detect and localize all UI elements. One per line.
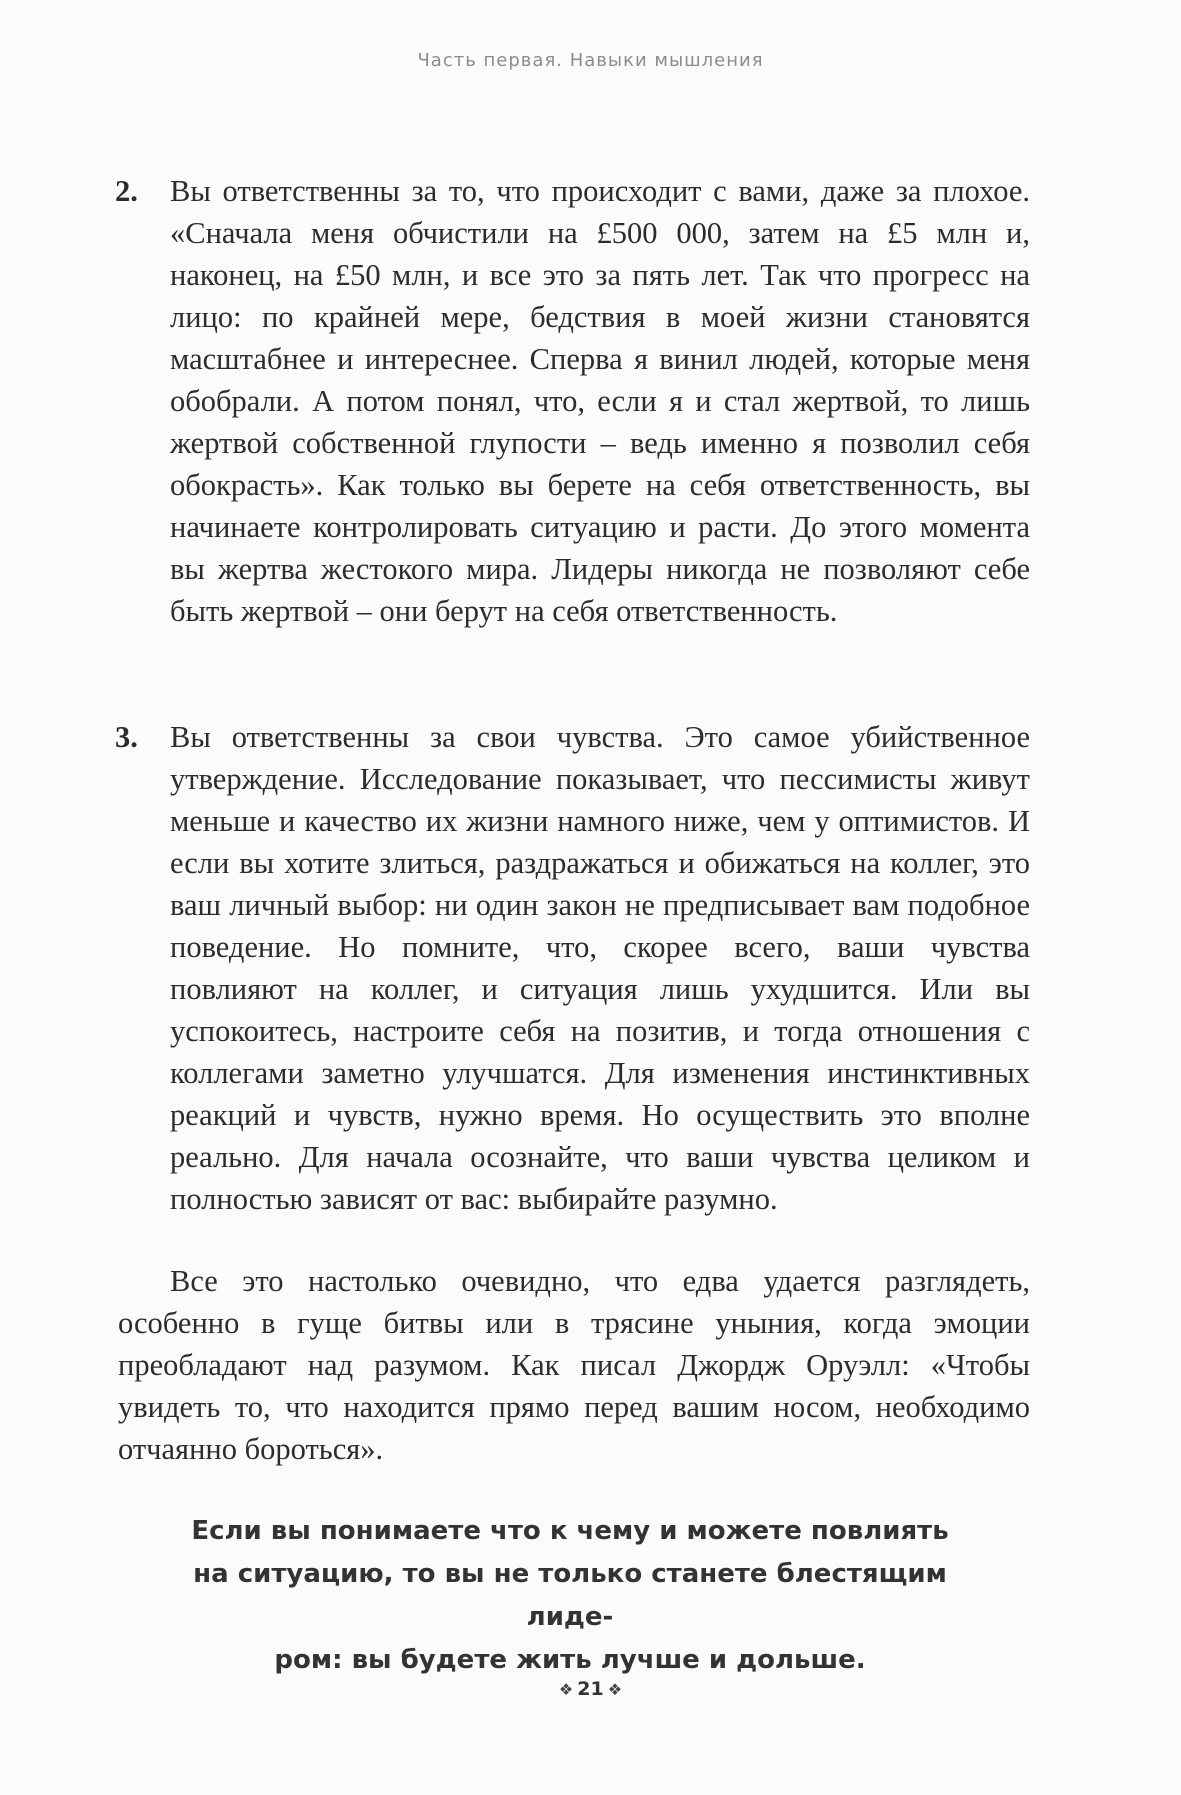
body-paragraph: Все это настолько очевидно, что едва удается разглядеть, особенно в гуще битвы или в трясине уныния, когда эмоции преобладают над разумом. Как писал Джордж Оруэлл: «Чтобы увидеть то, что находится прямо перед вашим носом, необходимо отчаянно бороться». <box>118 1264 1030 1466</box>
running-head: Часть первая. Навыки мышления <box>417 50 764 71</box>
list-item-3 <box>115 716 1030 1220</box>
ornament-left-icon: ❖ <box>558 1680 574 1699</box>
pull-quote-line-3: ром: вы будете жить лучше и дольше. <box>274 1645 866 1675</box>
pull-quote <box>180 1510 960 1682</box>
list-item-number: 3. <box>115 720 138 754</box>
pull-quote-line-1: Если вы понимаете что к чему и можете повлиять <box>191 1516 949 1546</box>
list-item-number: 2. <box>115 174 138 208</box>
page-number: 21 <box>577 1678 604 1700</box>
list-item-text: Вы ответственны за то, что происходит с вами, даже за плохое. «Сначала меня обчистили на £500 000, затем на £5 млн и, наконец, на £50 млн, и все это за пять лет. Так что прогресс на лицо: по крайней мере, бедствия в моей жизни становятся масштабнее и интереснее. Сперва я винил людей, которые меня обобрали. А потом понял, что, если я и стал жертвой, то лишь жертвой собственной глупости – ведь именно я позволил себя обокрасть». Как только вы берете на себя ответственность, вы начинаете контролировать ситуацию и расти. До этого момента вы жертва жестокого мира. Лидеры никогда не позволяют себе быть жертвой – они берут на себя ответственность. <box>170 174 1030 628</box>
list-item-2 <box>115 170 1030 632</box>
list-item-text: Вы ответственны за свои чувства. Это самое убийственное утверждение. Исследование показывает, что пессимисты живут меньше и качество их жизни намного ниже, чем у оптимистов. И если вы хотите злиться, раздражаться и обижаться на коллег, это ваш личный выбор: ни один закон не предписывает вам подобное поведение. Но помните, что, скорее всего, ваши чувства повлияют на коллег, и ситуация лишь ухудшится. Или вы успокоитесь, настроите себя на позитив, и тогда отношения с коллегами заметно улучшатся. Для изменения инстинктивных реакций и чувств, нужно время. Но осуществить это вполне реально. Для начала осознайте, что ваши чувства целиком и полностью зависят от вас: выбирайте разумно. <box>170 720 1030 1216</box>
pull-quote-line-2: на ситуацию, то вы не только станете блестящим лиде- <box>193 1559 947 1632</box>
page-footer <box>0 1678 1181 1700</box>
ornament-right-icon: ❖ <box>607 1680 623 1699</box>
